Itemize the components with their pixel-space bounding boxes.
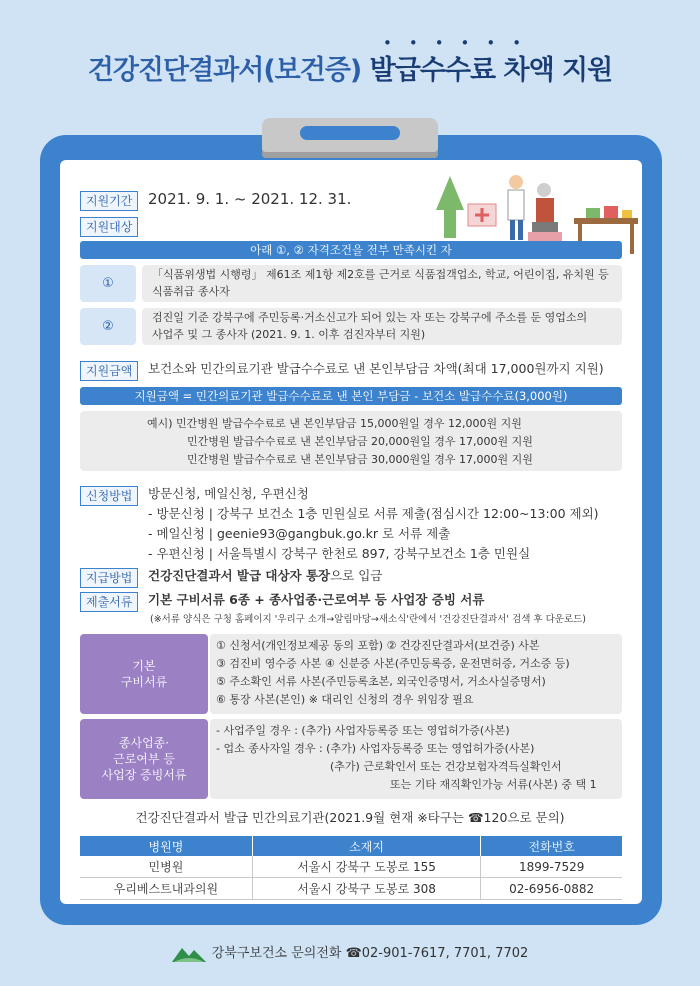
biz-docs-line-1: - 사업주일 경우 : (추가) 사업자등록증 또는 영업허가증(사본) xyxy=(216,724,510,737)
biz-docs-line-2: - 업소 종사자일 경우 : (추가) 사업자등록증 또는 영업허가증(사본) xyxy=(216,742,535,755)
apply-line-post: - 우편신청 | 서울특별시 강북구 한천로 897, 강북구보건소 1층 민원실 xyxy=(148,546,531,561)
target-bar: 아래 ①, ② 자격조건을 전부 만족시킨 자 xyxy=(80,241,622,259)
clinic-name: 민병원 xyxy=(80,856,252,878)
pay-text xyxy=(148,567,382,585)
target-item-2-line1: 검진일 기준 강북구에 주민등록·거소신고가 되어 있는 자 또는 강북구에 주소를 둔 영업소의 xyxy=(152,311,588,324)
title-part-1: 건강진단결과서(보건증) xyxy=(87,55,362,86)
biz-docs-line-4: 또는 기타 재직확인가능 서류(사본) 중 택 1 xyxy=(390,778,597,791)
pay-tag: 지급방법 xyxy=(80,568,138,588)
biz-docs-label-1: 종사업종· xyxy=(118,736,170,750)
table-row xyxy=(80,878,622,900)
docs-text: 기본 구비서류 6종 + 종사업종·근로여부 등 사업장 증빙 서류 xyxy=(148,592,485,607)
page-title xyxy=(0,48,700,87)
period-text: 2021. 9. 1. ~ 2021. 12. 31. xyxy=(148,190,352,208)
amount-bar: 지원금액 = 민간의료기관 발급수수료로 낸 본인 부담금 - 보건소 발급수수료(3,000원) xyxy=(80,387,622,405)
basic-docs-line-1: ① 신청서(개인정보제공 동의 포함) ② 건강진단결과서(보건증) 사본 xyxy=(216,639,540,652)
footer xyxy=(0,942,700,964)
amount-tag: 지원금액 xyxy=(80,361,138,381)
apply-text: 방문신청, 메일신청, 우편신청 xyxy=(148,486,309,501)
period-tag: 지원기간 xyxy=(80,191,138,211)
pay-text-bold: 건강진단결과서 발급 대상자 통장 xyxy=(148,568,331,583)
target-item-2-num: ② xyxy=(80,308,136,345)
clinic-header-address: 소재지 xyxy=(252,836,481,856)
pay-text-rest: 으로 입금 xyxy=(330,568,383,583)
clinic-heading: 건강진단결과서 발급 민간의료기관(2021.9월 현재 ※타구는 ☎120으로 문의) xyxy=(135,810,565,825)
basic-docs-label xyxy=(80,634,208,714)
basic-docs-line-2: ③ 검진비 영수증 사본 ④ 신분증 사본(주민등록증, 운전면허증, 거소증 등) xyxy=(216,657,570,670)
amount-example-1: 예시) 민간병원 발급수수료로 낸 본인부담금 15,000원일 경우 12,000원 지원 xyxy=(147,417,522,430)
basic-docs-label-1: 기본 xyxy=(132,659,156,673)
basic-docs-label-2: 구비서류 xyxy=(120,675,168,689)
clinic-phone: 02-6956-0882 xyxy=(481,878,622,900)
docs-note: (※서류 양식은 구청 홈페이지 '우리구 소개→알림마당→새소식'란에서 '건강진단결과서' 검색 후 다운로드) xyxy=(150,614,586,625)
emphasis-dots: •••••• xyxy=(383,34,539,52)
clinic-header-phone: 전화번호 xyxy=(481,836,622,856)
biz-docs-line-3: (추가) 근로확인서 또는 건강보험자격득실확인서 xyxy=(330,760,562,773)
gangbuk-logo-icon xyxy=(172,944,206,964)
target-item-1-line2: 식품취급 종사자 xyxy=(152,285,230,298)
amount-example-2: 민간병원 발급수수료로 낸 본인부담금 20,000원일 경우 17,000원 지원 xyxy=(187,435,533,448)
target-item-1-num: ① xyxy=(80,265,136,302)
clinic-header-name: 병원명 xyxy=(80,836,252,856)
apply-line-visit: - 방문신청 | 강북구 보건소 1층 민원실로 서류 제출(점심시간 12:00~13:00 제외) xyxy=(148,506,599,521)
clinic-address: 서울시 강북구 도봉로 308 xyxy=(252,878,481,900)
docs-tag: 제출서류 xyxy=(80,592,138,612)
target-item-2-line2: 사업주 및 그 종사자 (2021. 9. 1. 이후 검진자부터 지원) xyxy=(152,328,426,341)
clinic-name: 우리베스트내과의원 xyxy=(80,878,252,900)
clinic-table xyxy=(80,836,622,900)
biz-docs-label-2: 근로여부 등 xyxy=(113,752,175,766)
biz-docs-label-3: 사업장 증빙서류 xyxy=(101,768,187,782)
basic-docs-line-4: ⑥ 통장 사본(본인) ※ 대리인 신청의 경우 위임장 필요 xyxy=(216,693,474,706)
clinic-address: 서울시 강북구 도봉로 155 xyxy=(252,856,481,878)
amount-example-3: 민간병원 발급수수료로 낸 본인부담금 30,000원일 경우 17,000원 지원 xyxy=(187,453,533,466)
apply-tag: 신청방법 xyxy=(80,486,138,506)
clipboard-clip-hole xyxy=(300,126,400,140)
apply-line-mail: - 메일신청 | geenie93@gangbuk.go.kr 로 서류 제출 xyxy=(148,526,451,541)
table-row xyxy=(80,856,622,878)
target-tag: 지원대상 xyxy=(80,217,138,237)
target-item-1-line1: 「식품위생법 시행령」 제61조 제1항 제2호를 근거로 식품접객업소, 학교, 어린이집, 유치원 등 xyxy=(152,268,609,281)
title-part-2: 발급수수료 차액 지원 xyxy=(369,55,613,86)
biz-docs-label xyxy=(80,719,208,799)
clinic-phone: 1899-7529 xyxy=(481,856,622,878)
clinic-table-header-row xyxy=(80,836,622,856)
footer-text: 강북구보건소 문의전화 ☎02-901-7617, 7701, 7702 xyxy=(211,946,529,961)
basic-docs-line-3: ⑤ 주소확인 서류 사본(주민등록초본, 외국인증명서, 거소사실증명서) xyxy=(216,675,546,688)
amount-text: 보건소와 민간의료기관 발급수수료로 낸 본인부담금 차액(최대 17,000원까지 지원) xyxy=(148,361,604,376)
